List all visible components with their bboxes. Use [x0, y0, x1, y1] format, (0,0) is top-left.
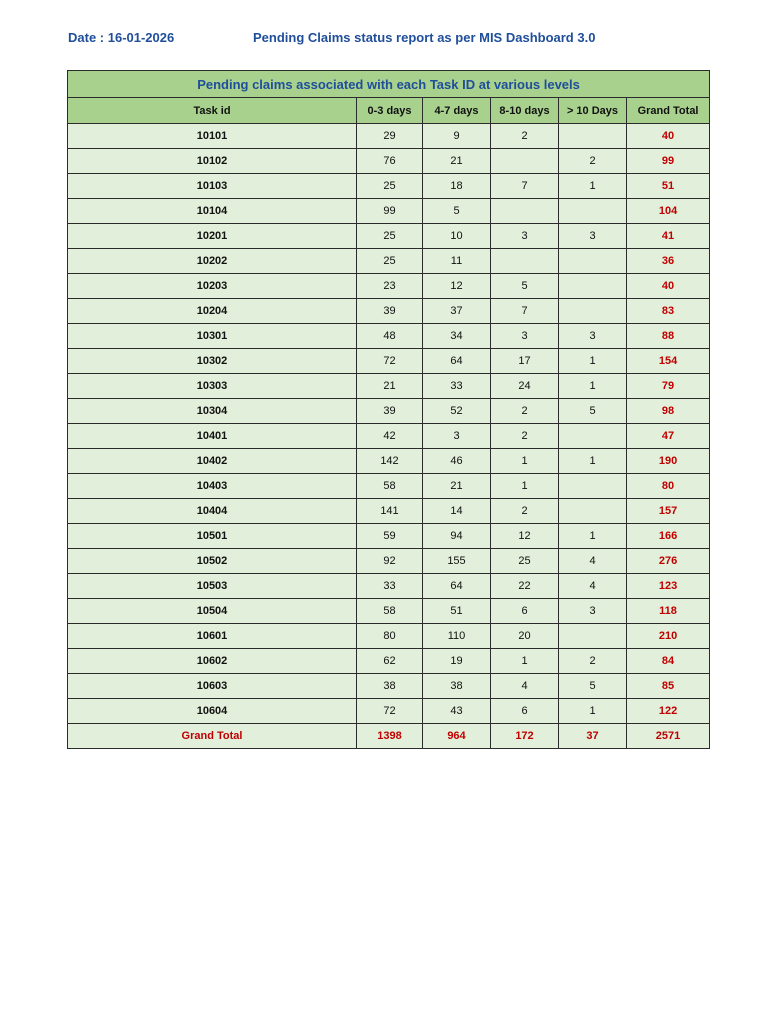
days-over-10-cell: [559, 249, 627, 274]
grand-total-cell: 98: [627, 399, 710, 424]
grand-total-value: 964: [423, 724, 491, 749]
task-id-cell: 10501: [68, 524, 357, 549]
task-id-cell: 10403: [68, 474, 357, 499]
task-id-cell: 10302: [68, 349, 357, 374]
days-8-10-cell: 1: [491, 649, 559, 674]
task-id-cell: 10504: [68, 599, 357, 624]
days-4-7-cell: 34: [423, 324, 491, 349]
grand-total-label: Grand Total: [68, 724, 357, 749]
days-4-7-cell: 33: [423, 374, 491, 399]
task-id-cell: 10201: [68, 224, 357, 249]
grand-total-cell: 85: [627, 674, 710, 699]
table-row: [68, 474, 710, 499]
grand-total-cell: 210: [627, 624, 710, 649]
days-0-3-cell: 23: [357, 274, 423, 299]
task-id-cell: 10104: [68, 199, 357, 224]
days-4-7-cell: 46: [423, 449, 491, 474]
task-id-cell: 10203: [68, 274, 357, 299]
days-4-7-cell: 11: [423, 249, 491, 274]
table-row: [68, 249, 710, 274]
task-id-cell: 10401: [68, 424, 357, 449]
grand-total-cell: 154: [627, 349, 710, 374]
table-row: [68, 149, 710, 174]
days-8-10-cell: 4: [491, 674, 559, 699]
days-8-10-cell: 1: [491, 449, 559, 474]
task-id-cell: 10202: [68, 249, 357, 274]
task-id-cell: 10503: [68, 574, 357, 599]
days-8-10-cell: 2: [491, 399, 559, 424]
grand-total-cell: 47: [627, 424, 710, 449]
grand-total-row: [68, 724, 710, 749]
table-row: [68, 299, 710, 324]
days-over-10-cell: 1: [559, 174, 627, 199]
table-row: [68, 349, 710, 374]
grand-total-cell: 157: [627, 499, 710, 524]
days-0-3-cell: 141: [357, 499, 423, 524]
grand-total-value: 37: [559, 724, 627, 749]
days-4-7-cell: 5: [423, 199, 491, 224]
days-4-7-cell: 18: [423, 174, 491, 199]
table-row: [68, 374, 710, 399]
table-row: [68, 224, 710, 249]
column-header-0-3-days: 0-3 days: [357, 98, 423, 124]
grand-total-cell: 166: [627, 524, 710, 549]
days-0-3-cell: 99: [357, 199, 423, 224]
days-8-10-cell: [491, 199, 559, 224]
days-over-10-cell: 1: [559, 699, 627, 724]
days-over-10-cell: [559, 124, 627, 149]
days-over-10-cell: 1: [559, 349, 627, 374]
days-0-3-cell: 72: [357, 349, 423, 374]
grand-total-cell: 123: [627, 574, 710, 599]
days-0-3-cell: 58: [357, 474, 423, 499]
days-8-10-cell: 22: [491, 574, 559, 599]
days-0-3-cell: 80: [357, 624, 423, 649]
table-caption: Pending claims associated with each Task ID at various levels: [68, 71, 710, 98]
table-row: [68, 199, 710, 224]
days-over-10-cell: 5: [559, 674, 627, 699]
table-row: [68, 424, 710, 449]
days-4-7-cell: 12: [423, 274, 491, 299]
table-row: [68, 699, 710, 724]
grand-total-cell: 118: [627, 599, 710, 624]
column-header-task-id: Task id: [68, 98, 357, 124]
days-over-10-cell: [559, 274, 627, 299]
grand-total-cell: 79: [627, 374, 710, 399]
days-0-3-cell: 39: [357, 299, 423, 324]
days-8-10-cell: 24: [491, 374, 559, 399]
days-0-3-cell: 25: [357, 174, 423, 199]
days-8-10-cell: 12: [491, 524, 559, 549]
days-4-7-cell: 38: [423, 674, 491, 699]
days-over-10-cell: 5: [559, 399, 627, 424]
days-over-10-cell: [559, 424, 627, 449]
table-row: [68, 449, 710, 474]
task-id-cell: 10303: [68, 374, 357, 399]
column-header-over-10-days: > 10 Days: [559, 98, 627, 124]
table-row: [68, 549, 710, 574]
days-0-3-cell: 39: [357, 399, 423, 424]
days-over-10-cell: [559, 199, 627, 224]
days-over-10-cell: 1: [559, 449, 627, 474]
days-0-3-cell: 29: [357, 124, 423, 149]
grand-total-cell: 40: [627, 274, 710, 299]
days-4-7-cell: 94: [423, 524, 491, 549]
days-over-10-cell: [559, 299, 627, 324]
task-id-cell: 10402: [68, 449, 357, 474]
task-id-cell: 10204: [68, 299, 357, 324]
days-8-10-cell: 20: [491, 624, 559, 649]
days-4-7-cell: 3: [423, 424, 491, 449]
grand-total-cell: 84: [627, 649, 710, 674]
grand-total-cell: 51: [627, 174, 710, 199]
table-caption-row: [68, 71, 710, 98]
days-4-7-cell: 9: [423, 124, 491, 149]
days-4-7-cell: 52: [423, 399, 491, 424]
column-header-8-10-days: 8-10 days: [491, 98, 559, 124]
days-over-10-cell: 4: [559, 574, 627, 599]
days-4-7-cell: 10: [423, 224, 491, 249]
task-id-cell: 10102: [68, 149, 357, 174]
days-0-3-cell: 76: [357, 149, 423, 174]
table-row: [68, 524, 710, 549]
table-row: [68, 624, 710, 649]
days-8-10-cell: 7: [491, 174, 559, 199]
grand-total-value: 1398: [357, 724, 423, 749]
days-4-7-cell: 155: [423, 549, 491, 574]
days-8-10-cell: [491, 149, 559, 174]
table-row: [68, 599, 710, 624]
days-4-7-cell: 14: [423, 499, 491, 524]
days-4-7-cell: 21: [423, 474, 491, 499]
table-row: [68, 274, 710, 299]
grand-total-cell: 104: [627, 199, 710, 224]
days-8-10-cell: 6: [491, 599, 559, 624]
days-8-10-cell: 1: [491, 474, 559, 499]
days-over-10-cell: 1: [559, 374, 627, 399]
days-8-10-cell: 17: [491, 349, 559, 374]
table-row: [68, 174, 710, 199]
grand-total-cell: 122: [627, 699, 710, 724]
days-0-3-cell: 25: [357, 224, 423, 249]
days-0-3-cell: 142: [357, 449, 423, 474]
days-4-7-cell: 37: [423, 299, 491, 324]
days-8-10-cell: 25: [491, 549, 559, 574]
grand-total-cell: 83: [627, 299, 710, 324]
days-8-10-cell: 6: [491, 699, 559, 724]
report-title: Pending Claims status report as per MIS Dashboard 3.0: [253, 30, 596, 45]
task-id-cell: 10602: [68, 649, 357, 674]
days-over-10-cell: 4: [559, 549, 627, 574]
days-4-7-cell: 43: [423, 699, 491, 724]
days-0-3-cell: 33: [357, 574, 423, 599]
days-8-10-cell: 2: [491, 124, 559, 149]
grand-total-cell: 80: [627, 474, 710, 499]
task-id-cell: 10604: [68, 699, 357, 724]
days-0-3-cell: 38: [357, 674, 423, 699]
days-over-10-cell: 2: [559, 149, 627, 174]
days-0-3-cell: 48: [357, 324, 423, 349]
task-id-cell: 10603: [68, 674, 357, 699]
table-row: [68, 574, 710, 599]
days-over-10-cell: [559, 474, 627, 499]
days-0-3-cell: 92: [357, 549, 423, 574]
table-row: [68, 674, 710, 699]
task-id-cell: 10301: [68, 324, 357, 349]
days-0-3-cell: 59: [357, 524, 423, 549]
grand-total-cell: 40: [627, 124, 710, 149]
days-over-10-cell: [559, 624, 627, 649]
grand-total-cell: 190: [627, 449, 710, 474]
task-id-cell: 10103: [68, 174, 357, 199]
grand-total-cell: 99: [627, 149, 710, 174]
days-0-3-cell: 21: [357, 374, 423, 399]
task-id-cell: 10304: [68, 399, 357, 424]
days-over-10-cell: [559, 499, 627, 524]
days-8-10-cell: 5: [491, 274, 559, 299]
days-over-10-cell: 2: [559, 649, 627, 674]
grand-total-cell: 41: [627, 224, 710, 249]
pending-claims-table: [67, 70, 710, 749]
days-4-7-cell: 51: [423, 599, 491, 624]
days-over-10-cell: 3: [559, 599, 627, 624]
days-4-7-cell: 64: [423, 574, 491, 599]
column-header-grand-total: Grand Total: [627, 98, 710, 124]
days-0-3-cell: 25: [357, 249, 423, 274]
task-id-cell: 10101: [68, 124, 357, 149]
task-id-cell: 10502: [68, 549, 357, 574]
report-date: Date : 16-01-2026: [68, 30, 175, 45]
days-over-10-cell: 3: [559, 224, 627, 249]
table-header-row: [68, 98, 710, 124]
days-8-10-cell: 2: [491, 499, 559, 524]
days-0-3-cell: 58: [357, 599, 423, 624]
table-row: [68, 399, 710, 424]
table-body: [68, 124, 710, 749]
days-4-7-cell: 64: [423, 349, 491, 374]
grand-total-cell: 36: [627, 249, 710, 274]
table-row: [68, 324, 710, 349]
task-id-cell: 10404: [68, 499, 357, 524]
days-8-10-cell: 3: [491, 224, 559, 249]
days-0-3-cell: 42: [357, 424, 423, 449]
days-0-3-cell: 62: [357, 649, 423, 674]
table-row: [68, 124, 710, 149]
days-8-10-cell: 2: [491, 424, 559, 449]
grand-total-value: 2571: [627, 724, 710, 749]
task-id-cell: 10601: [68, 624, 357, 649]
days-over-10-cell: 1: [559, 524, 627, 549]
days-8-10-cell: 3: [491, 324, 559, 349]
grand-total-value: 172: [491, 724, 559, 749]
days-4-7-cell: 110: [423, 624, 491, 649]
table-row: [68, 649, 710, 674]
grand-total-cell: 88: [627, 324, 710, 349]
days-4-7-cell: 21: [423, 149, 491, 174]
grand-total-cell: 276: [627, 549, 710, 574]
days-4-7-cell: 19: [423, 649, 491, 674]
days-0-3-cell: 72: [357, 699, 423, 724]
days-over-10-cell: 3: [559, 324, 627, 349]
page-header: [68, 30, 748, 50]
column-header-4-7-days: 4-7 days: [423, 98, 491, 124]
days-8-10-cell: 7: [491, 299, 559, 324]
table-row: [68, 499, 710, 524]
days-8-10-cell: [491, 249, 559, 274]
